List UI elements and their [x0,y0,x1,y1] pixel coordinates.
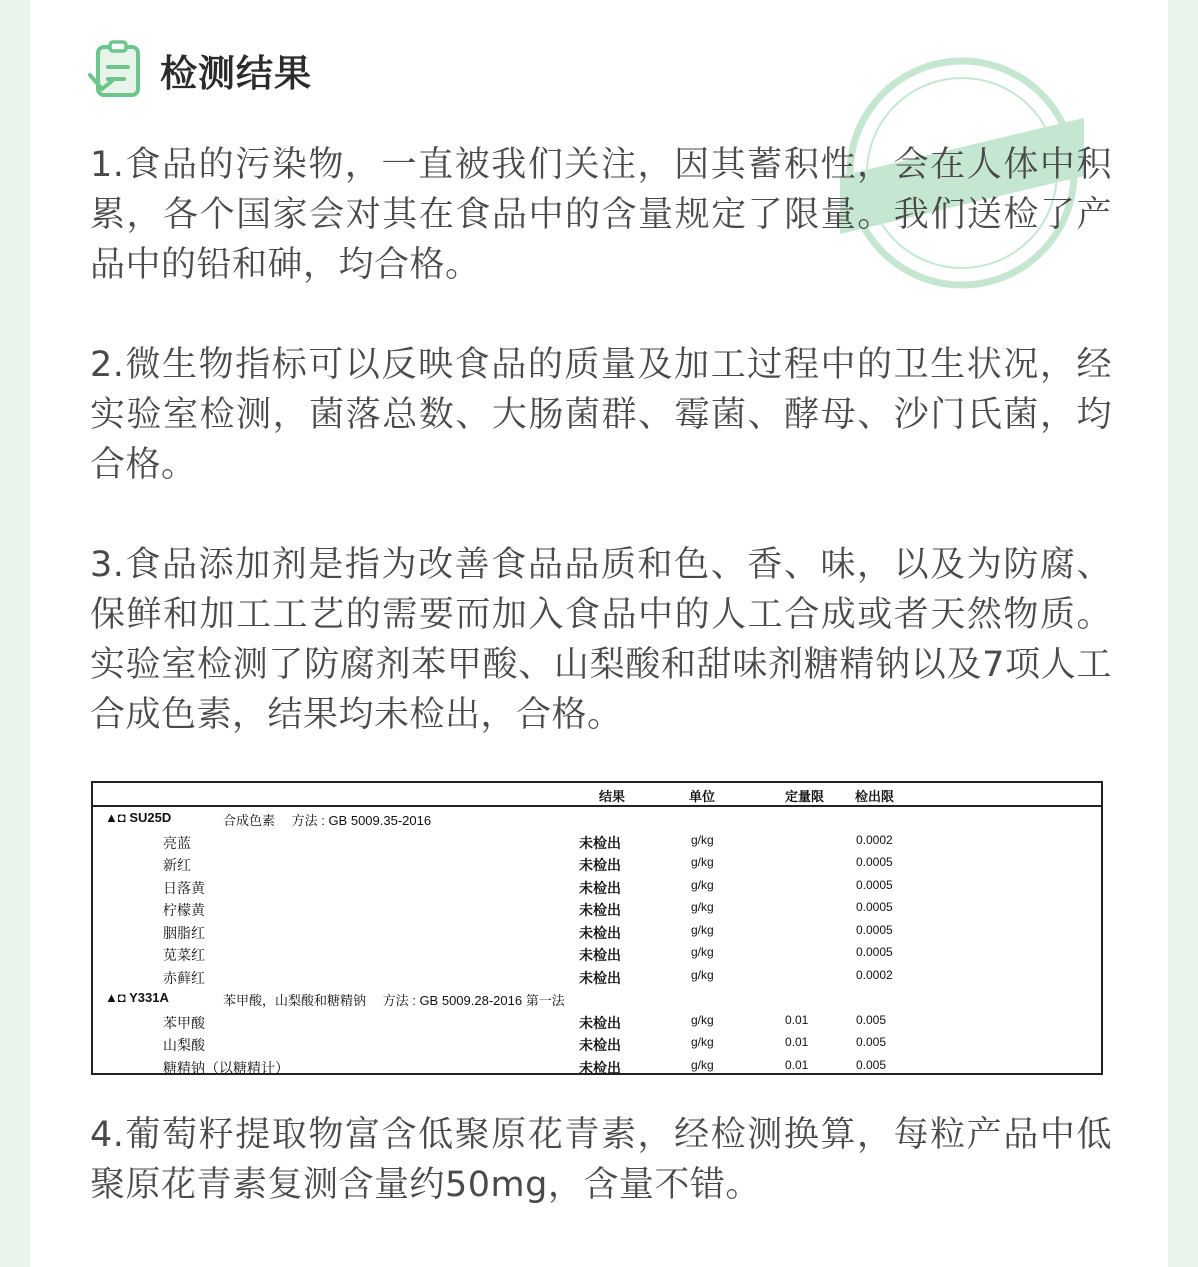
analyte-name: 胭脂红 [163,924,205,941]
analyte-lod: 0.005 [856,1035,887,1049]
analyte-result: 未检出 [579,1014,621,1031]
report-item-row [93,875,1101,897]
analyte-lod: 0.0005 [856,922,893,937]
analyte-result: 未检出 [579,1059,621,1076]
analyte-name: 山梨酸 [163,1037,205,1053]
analyte-result: 未检出 [579,857,621,873]
report-item-row [93,852,1101,874]
analyte-lod: 0.0005 [856,855,893,869]
report-item-row [93,1032,1101,1054]
analyte-unit: g/kg [691,967,714,982]
analyte-name: 苯甲酸 [163,1014,205,1031]
analyte-name: 苋菜红 [163,947,205,963]
report-header-row [93,783,1101,807]
analyte-lod: 0.005 [856,1057,887,1072]
report-item-row [93,920,1101,942]
report-group-row [93,987,1101,1009]
analyte-name: 亮蓝 [163,834,191,851]
analyte-unit: g/kg [691,900,714,914]
analyte-result: 未检出 [579,1037,621,1053]
report-item-row [93,830,1101,852]
analyte-unit: g/kg [691,1057,714,1072]
analyte-lod: 0.0005 [856,877,893,892]
analyte-loq: 0.01 [785,1012,809,1027]
section-title: 检测结果 [160,52,312,95]
right-margin-strip [1168,0,1198,1267]
left-margin-strip [0,0,30,1267]
paragraph-contaminants: 1.食品的污染物，一直被我们关注，因其蓄积性，会在人体中积累，各个国家会对其在食品中的含量规定了限量。我们送检了产品中的铅和砷，均合格。 [90,145,1112,285]
analyte-loq: 0.01 [785,1035,809,1049]
group-method: 苯甲酸，山梨酸和糖精钠 方法 : GB 5009.28-2016 第一法 [223,993,565,1008]
report-group-row [93,807,1101,829]
paragraph-microbiology: 2.微生物指标可以反映食品的质量及加工过程中的卫生状况，经实验室检测，菌落总数、大肠菌群、霉菌、酵母、沙门氏菌，均合格。 [90,345,1112,485]
analyte-lod: 0.0002 [856,832,893,847]
report-item-row [93,1055,1101,1077]
report-item-row [93,965,1101,987]
analyte-result: 未检出 [579,924,621,941]
analyte-lod: 0.0005 [856,900,893,914]
analyte-lod: 0.0002 [856,967,893,982]
analyte-name: 赤藓红 [163,969,205,986]
analyte-unit: g/kg [691,832,714,847]
analyte-name: 日落黄 [163,879,205,896]
report-item-row [93,897,1101,919]
analyte-result: 未检出 [579,947,621,963]
analyte-result: 未检出 [579,879,621,896]
lab-report-table [91,781,1103,1075]
clipboard-check-icon [88,39,146,101]
analyte-unit: g/kg [691,1012,714,1027]
column-header-result: 结果 [599,789,626,804]
group-code: ▲◘ SU25D [105,810,172,825]
analyte-unit: g/kg [691,945,714,959]
analyte-unit: g/kg [691,855,714,869]
section-header [88,38,312,102]
group-code: ▲◘ Y331A [105,990,169,1005]
column-header-loq: 定量限 [785,789,825,804]
analyte-name: 柠檬黄 [163,902,205,918]
column-header-unit: 单位 [689,789,716,804]
analyte-unit: g/kg [691,877,714,892]
analyte-unit: g/kg [691,922,714,937]
analyte-name: 新红 [163,857,191,873]
analyte-loq: 0.01 [785,1057,809,1072]
analyte-lod: 0.005 [856,1012,887,1027]
column-header-lod: 检出限 [855,789,895,804]
analyte-name: 糖精钠（以糖精计） [163,1059,289,1076]
paragraph-additives: 3.食品添加剂是指为改善食品品质和色、香、味，以及为防腐、保鲜和加工工艺的需要而加入食品中的人工合成或者天然物质。实验室检测了防腐剂苯甲酸、山梨酸和甜味剂糖精钠以及7项人工合成色素，结果均未检出，合格。 [90,545,1112,735]
analyte-result: 未检出 [579,969,621,986]
report-item-row [93,942,1101,964]
paragraph-proanthocyanidins: 4.葡萄籽提取物富含低聚原花青素，经检测换算，每粒产品中低聚原花青素复测含量约50mg，含量不错。 [90,1115,1112,1205]
group-method: 合成色素 方法 : GB 5009.35-2016 [223,813,432,828]
analyte-lod: 0.0005 [856,945,893,959]
analyte-result: 未检出 [579,902,621,918]
report-item-row [93,1010,1101,1032]
analyte-unit: g/kg [691,1035,714,1049]
analyte-result: 未检出 [579,834,621,851]
